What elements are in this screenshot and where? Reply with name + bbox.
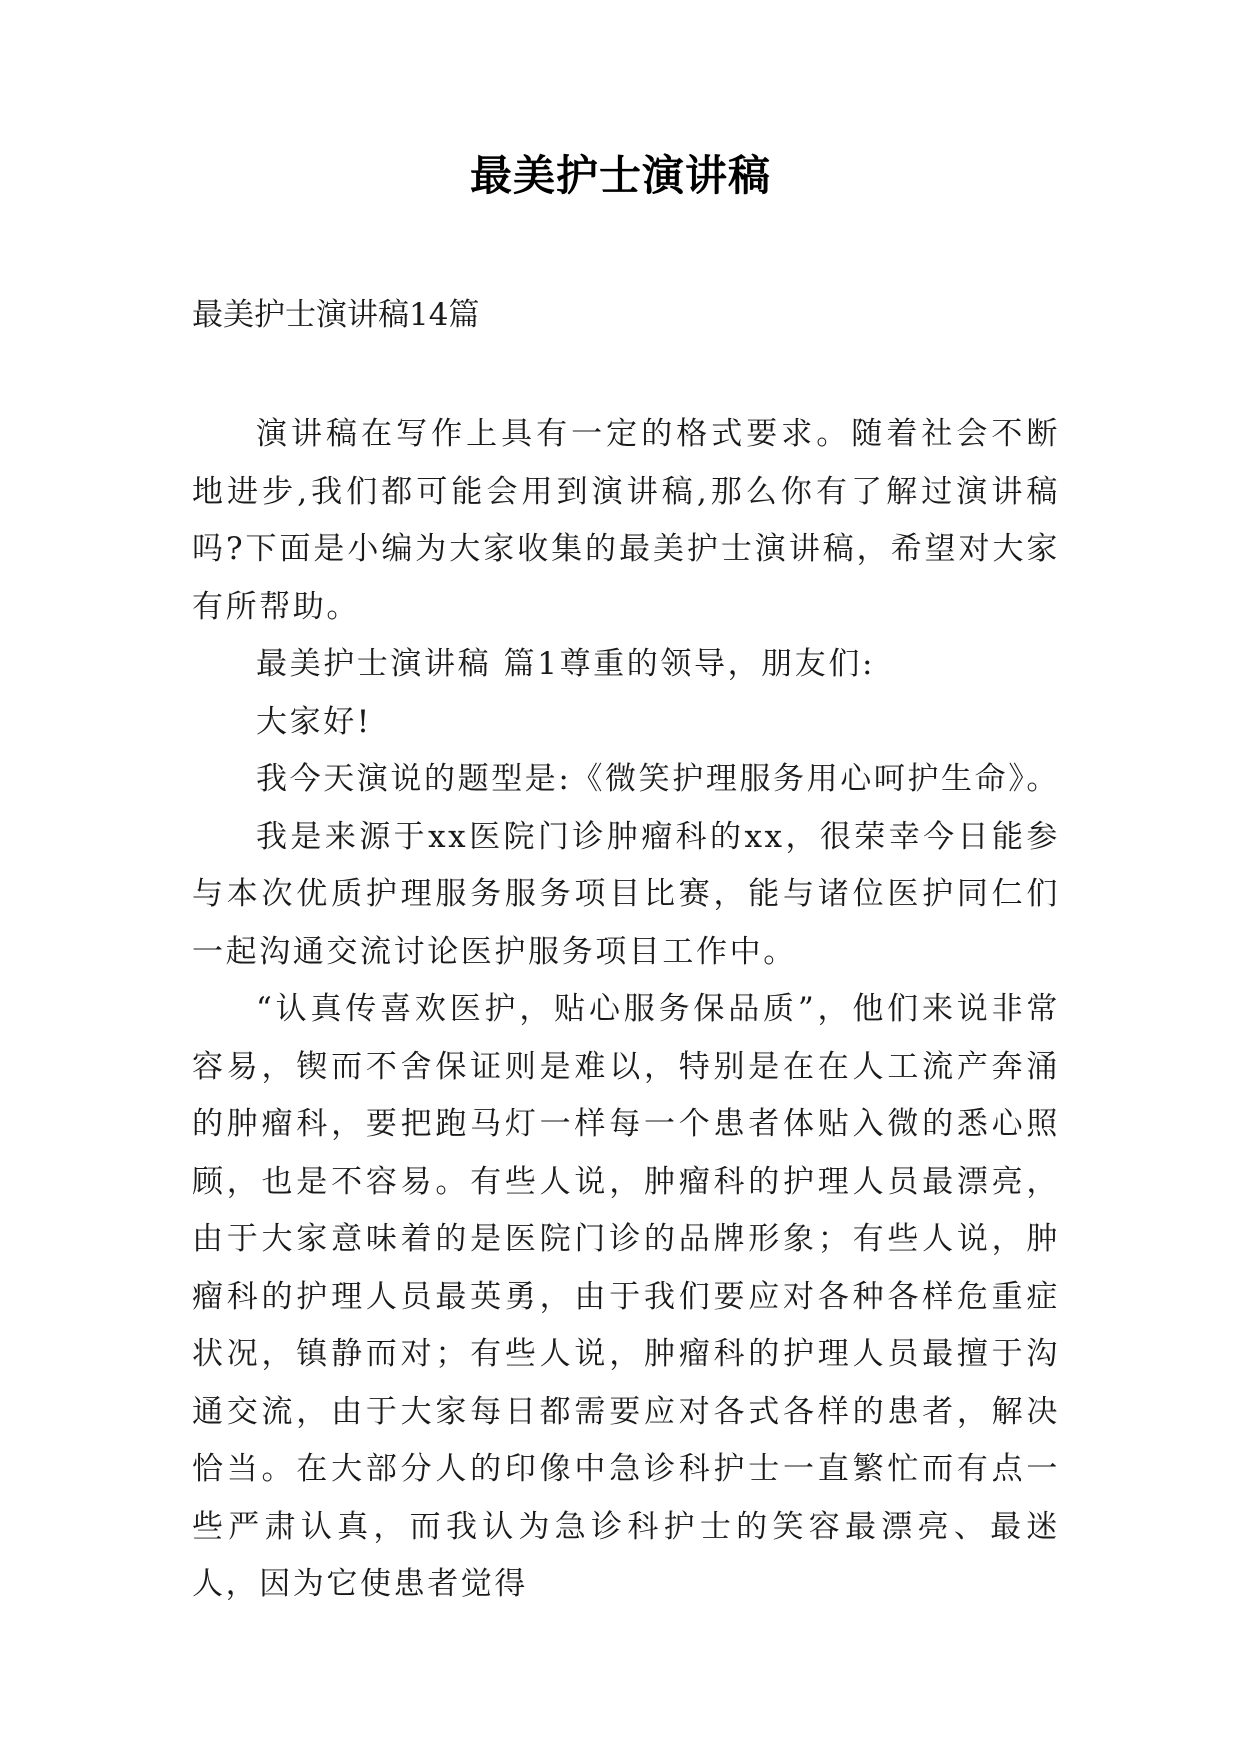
document-body [192, 406, 1060, 1614]
paragraph-greeting: 大家好! [256, 703, 372, 740]
document-title: 最美护士演讲稿 [469, 151, 771, 200]
paragraph-topic: 我今天演说的题型是:《微笑护理服务用心呵护生命》。 [256, 761, 1060, 797]
document-subtitle: 最美护士演讲稿14篇 [192, 297, 480, 333]
paragraph-greeting-header: 最美护士演讲稿 篇1尊重的领导，朋友们: [256, 646, 876, 682]
paragraph-intro: 演讲稿在写作上具有一定的格式要求。随着社会不断地进步,我们都可能会用到演讲稿,那么你有了解过演讲稿吗?下面是小编为大家收集的最美护士演讲稿，希望对大家有所帮助。 [192, 416, 1060, 625]
paragraph-self-intro: 我是来源于xx医院门诊肿瘤科的xx，很荣幸今日能参与本次优质护理服务服务项目比赛，能与诸位医护同仁们一起沟通交流讨论医护服务项目工作中。 [192, 818, 1060, 970]
paragraph-main: “认真传喜欢医护，贴心服务保品质”，他们来说非常容易，锲而不舍保证则是难以，特别是在在人工流产奔涌的肿瘤科，要把跑马灯一样每一个患者体贴入微的悉心照顾，也是不容易。有些人说，肿瘤科的护理人员最漂亮，由于大家意味着的是医院门诊的品牌形象；有些人说，肿瘤科的护理人员最英勇，由于我们要应对各种各样危重症状况，镇静而对；有些人说，肿瘤科的护理人员最擅于沟通交流，由于大家每日都需要应对各式各样的患者，解决恰当。在大部分人的印像中急诊科护士一直繁忙而有点一些严肃认真，而我认为急诊科护士的笑容最漂亮、最迷人，因为它使患者觉得 [192, 991, 1060, 1602]
